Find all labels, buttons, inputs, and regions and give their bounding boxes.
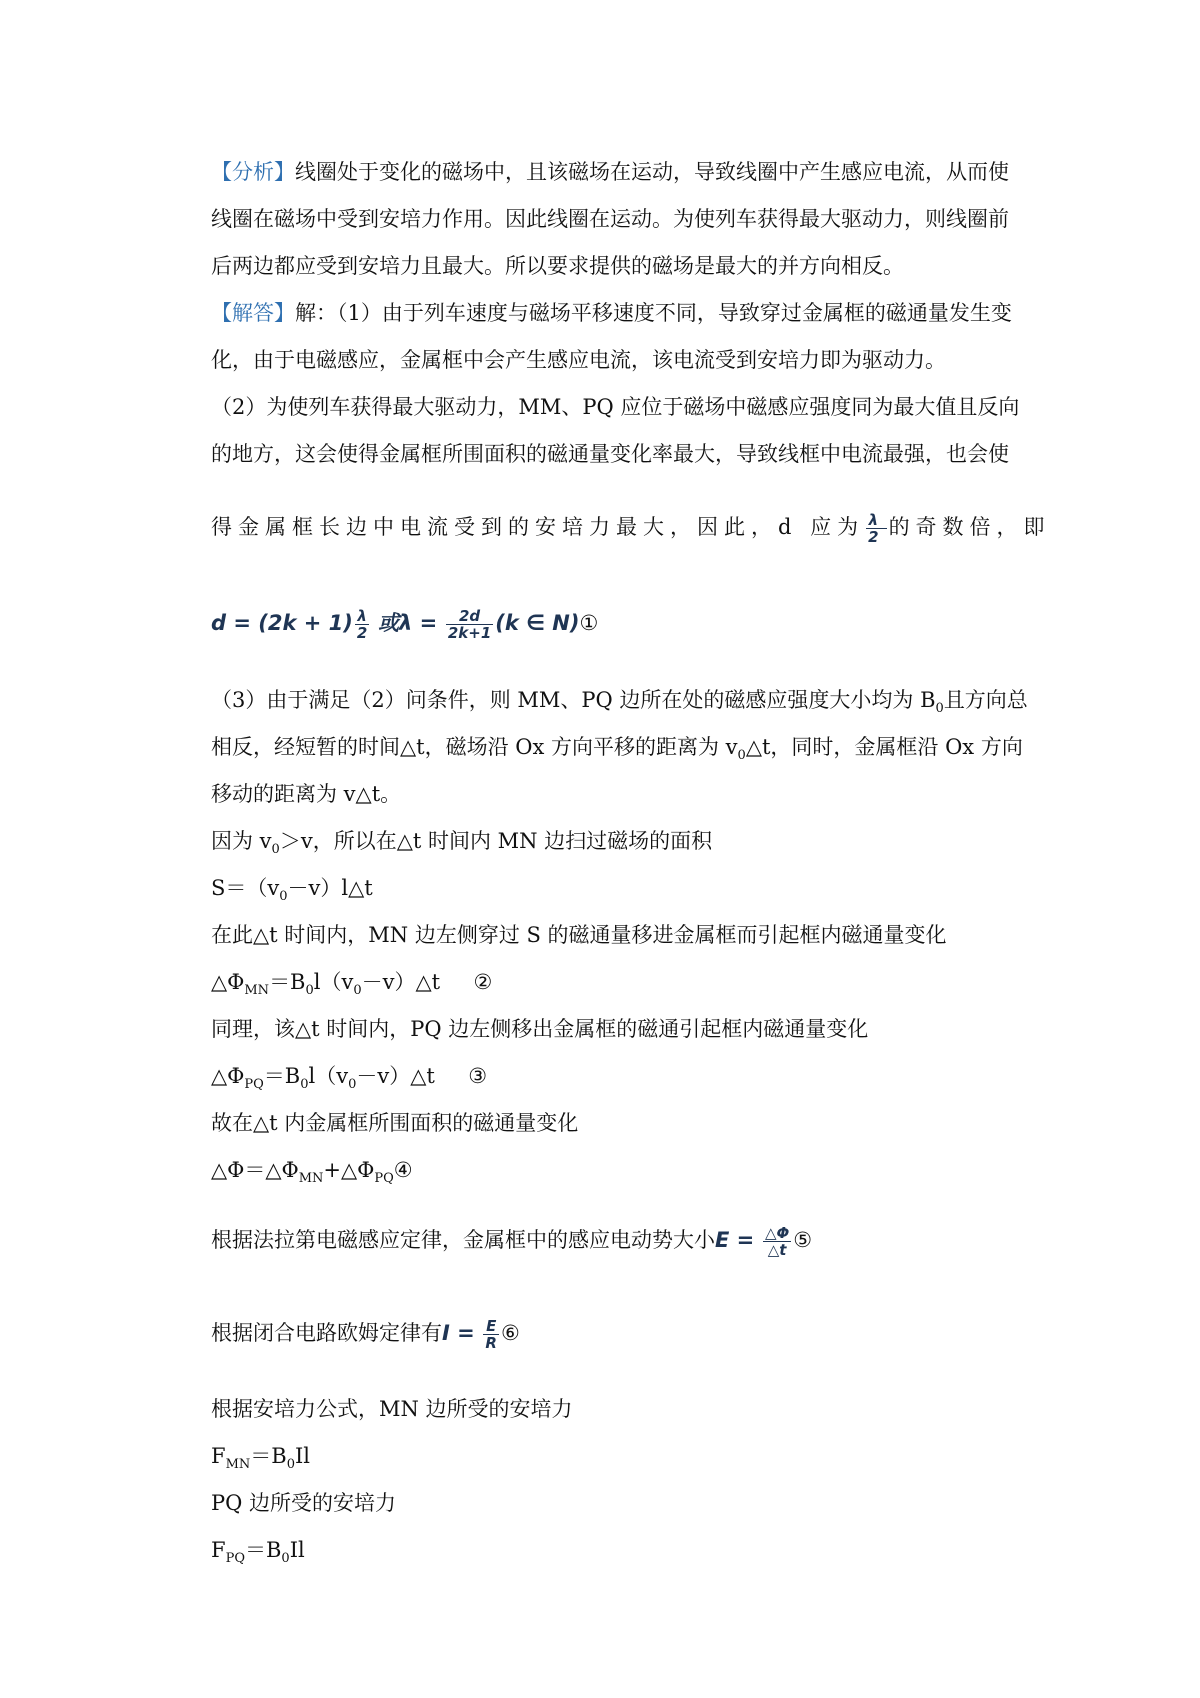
answer-line-total-flux-eq: $\triangle\Phi=\triangle\Phi_{MN}+\triangle\Phi_{PQ}④$ (211, 1158, 413, 1187)
answer-part3-line-1: （3）由于满足（2）问条件，则 MM、PQ 边所在处的磁感应强度大小均为 $B_0$且方向总 (211, 688, 1028, 717)
answer-line-total-flux-text: 故在△t 内金属框所围面积的磁通量变化 (211, 1111, 579, 1135)
lambda-over-2-fraction-eq: $\frac{\lambda}{2}$ (356, 607, 368, 642)
answer-part3-line-3: 移动的距离为 v△t。 (211, 782, 402, 806)
answer-line-mn-flux-text: 在此△t 时间内，MN 边左侧穿过 S 的磁通量移进金属框而引起框内磁通量变化 (211, 923, 947, 947)
answer-line-pq-flux-eq: $\triangle\Phi_{PQ}=B_0l(v_0-v)\triangle t$ ③ (211, 1064, 488, 1093)
answer-line-pq-flux-text: 同理，该△t 时间内，PQ 边左侧移出金属框的磁通引起框内磁通量变化 (211, 1017, 869, 1041)
answer-line-faraday: 根据法拉第电磁感应定律，金属框中的感应电动势大小E = $\frac{\triangle\Phi}{\triangle t}$ ⑤ (211, 1224, 813, 1259)
answer-line-ampere-text: 根据安培力公式，MN 边所受的安培力 (211, 1397, 573, 1421)
answer-line-mn-flux-eq: $\triangle\Phi_{MN}=B_0l(v_0-v)\triangle t$ ② (211, 970, 493, 999)
answer-label: 【解答】 (211, 301, 295, 325)
analysis-line-3: 后两边都应受到安培力且最大。所以要求提供的磁场是最大的并方向相反。 (211, 254, 904, 278)
answer-part2-line-1: （2）为使列车获得最大驱动力，MM、PQ 应位于磁场中磁感应强度同为最大值且反向 (211, 395, 1020, 419)
e-over-r-fraction: $\frac{E}{R}$ (485, 1317, 497, 1352)
analysis-line-1: 【分析】线圈处于变化的磁场中，且该磁场在运动，导致线圈中产生感应电流，从而使 (211, 160, 1009, 184)
lambda-over-2-fraction: $\frac{\lambda}{2}$ (868, 511, 885, 546)
answer-line-fmn: $F_{MN}=B_0Il$ (211, 1444, 310, 1473)
answer-part2-line-2: 的地方，这会使得金属框所围面积的磁通量变化率最大，导致线框中电流最强，也会使 (211, 442, 1009, 466)
answer-line-area: $S=(v_0-v)l\triangle t$ (211, 876, 373, 905)
analysis-line-2: 线圈在磁场中受到安培力作用。因此线圈在运动。为使列车获得最大驱动力，则线圈前 (211, 207, 1009, 231)
answer-line-1: 【解答】解：（1）由于列车速度与磁场平移速度不同，导致穿过金属框的磁通量发生变 (211, 301, 1012, 325)
answer-line-v0-gt-v: 因为 $v_0>v$，所以在△t 时间内 MN 边扫过磁场的面积 (211, 829, 713, 858)
answer-line-pq-force-text: PQ 边所受的安培力 (211, 1491, 397, 1515)
analysis-label: 【分析】 (211, 160, 295, 184)
delta-phi-over-delta-t-fraction: $\frac{\triangle\Phi}{\triangle t}$ (764, 1224, 790, 1259)
answer-line-ohm: 根据闭合电路欧姆定律有I = $\frac{E}{R}$ ⑥ (211, 1317, 520, 1352)
answer-line-fpq: $F_{PQ}=B_0Il$ (211, 1538, 305, 1567)
answer-line-2: 化，由于电磁感应，金属框中会产生感应电流，该电流受到安培力即为驱动力。 (211, 348, 946, 372)
equation-1: d = (2k + 1) $\frac{\lambda}{2}$ 或λ = $\frac{2d}{2k+1}$ (k ∈ N)① (211, 607, 599, 642)
2d-over-2k1-fraction: $\frac{2d}{2k+1}$ (447, 607, 492, 642)
answer-part2-line-3: 得金属框长边中电流受到的安培力最大，因此，d 应为 $\frac{\lambda}{2}$ 的奇数倍，即 (211, 511, 1051, 546)
answer-part3-line-2: 相反，经短暂的时间△t，磁场沿 Ox 方向平移的距离为 $v_0\triangle t$，同时，金属框沿 Ox 方向 (211, 735, 1023, 764)
